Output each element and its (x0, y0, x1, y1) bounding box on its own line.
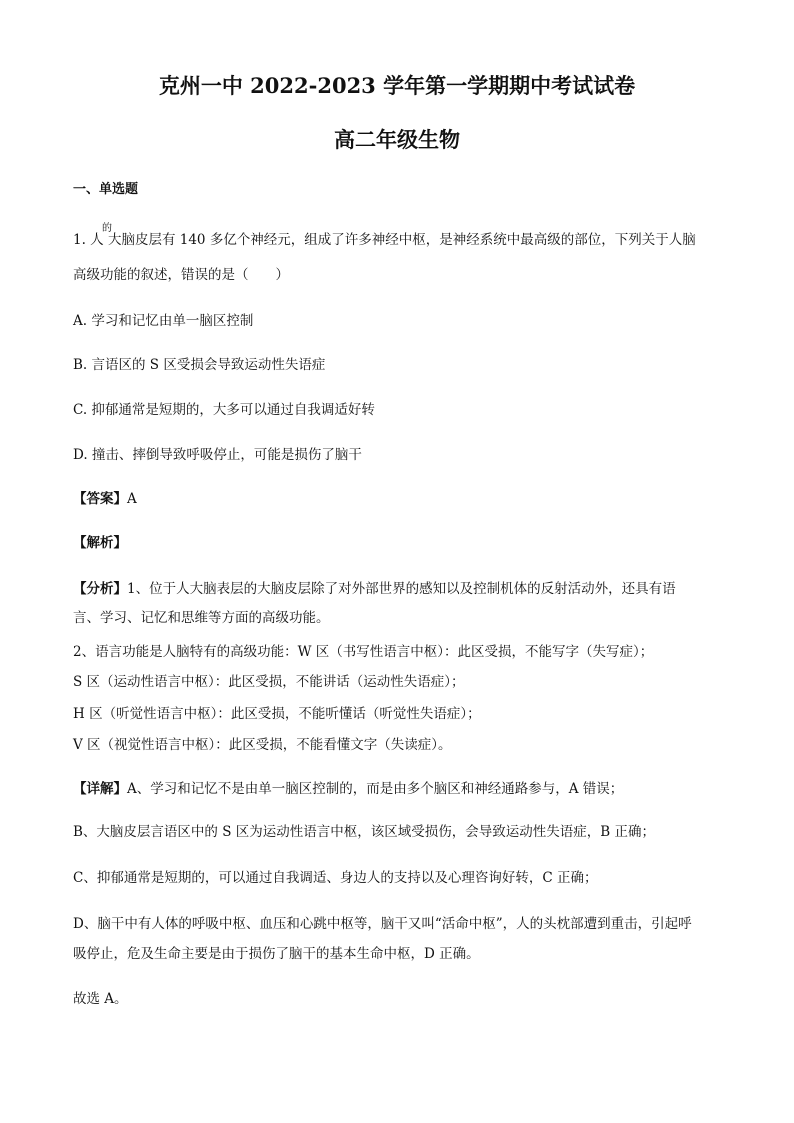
fenxi-line-3: 2、语言功能是人脑特有的高级功能：W 区（书写性语言中枢）：此区受损，不能写字（失写症）； (73, 644, 654, 660)
xiangjie-line-3: C、抑郁通常是短期的，可以通过自我调适、身边人的支持以及心理咨询好转，C 正确； (73, 870, 598, 886)
option-a: A. 学习和记忆由单一脑区控制 (73, 313, 254, 329)
answer-value: A (127, 491, 137, 507)
option-c: C. 抑郁通常是短期的，大多可以通过自我调适好转 (73, 402, 375, 418)
option-d: D. 撞击、摔倒导致呼吸停止，可能是损伤了脑干 (73, 447, 362, 463)
exam-subtitle: 高二年级生物 (334, 127, 460, 152)
fenxi-line-5: H 区（听觉性语言中枢）：此区受损，不能听懂话（听觉性失语症）； (73, 706, 481, 722)
section-heading: 一、单选题 (73, 182, 139, 197)
option-b: B. 言语区的 S 区受损会导致运动性失语症 (73, 357, 326, 373)
xiangjie-line-2: B、大脑皮层言语区中的 S 区为运动性语言中枢，该区域受损伤，会导致运动性失语症，B 正确； (73, 824, 655, 840)
xiangjie-line-4: D、脑干中有人体的呼吸中枢、血压和心跳中枢等，脑干又叫“活命中枢”，人的头枕部遭到重击，引起呼 (73, 916, 692, 932)
fenxi-text-1: 1、位于人大脑表层的大脑皮层除了对外部世界的感知以及控制机体的反射活动外，还具有语 (127, 581, 676, 597)
fenxi-line-1 (73, 577, 676, 597)
fenxi-line-2: 言、学习、记忆和思维等方面的高级功能。 (73, 610, 330, 626)
analysis-label: 【解析】 (73, 535, 127, 551)
exam-title: 克州一中 2022-2023 学年第一学期期中考试试卷 (158, 73, 636, 98)
xiangjie-line-1 (73, 777, 623, 797)
xiangjie-label: 【详解】 (73, 781, 127, 797)
question-text-line-1: 1. 人 大脑皮层有 140 多亿个神经元，组成了许多神经中枢，是神经系统中最高级的部位，下列关于人脑 (73, 232, 696, 248)
answer-label: 【答案】 (73, 491, 127, 507)
fenxi-label: 【分析】 (73, 581, 127, 597)
fenxi-line-4: S 区（运动性语言中枢）：此区受损，不能讲话（运动性失语症）； (73, 674, 465, 690)
xiangjie-line-5: 吸停止，危及生命主要是由于损伤了脑干的基本生命中枢，D 正确。 (73, 946, 480, 962)
fenxi-line-6: V 区（视觉性语言中枢）：此区受损，不能看懂文字（失读症）。 (73, 737, 452, 753)
question-text-line-2: 高级功能的叙述，错误的是（ ） (73, 267, 289, 283)
answer-line (73, 487, 137, 507)
conclusion: 故选 A。 (73, 991, 128, 1007)
question-superscript: 的 (102, 223, 112, 234)
xiangjie-text-1: A、学习和记忆不是由单一脑区控制的，而是由多个脑区和神经通路参与，A 错误； (127, 781, 624, 797)
